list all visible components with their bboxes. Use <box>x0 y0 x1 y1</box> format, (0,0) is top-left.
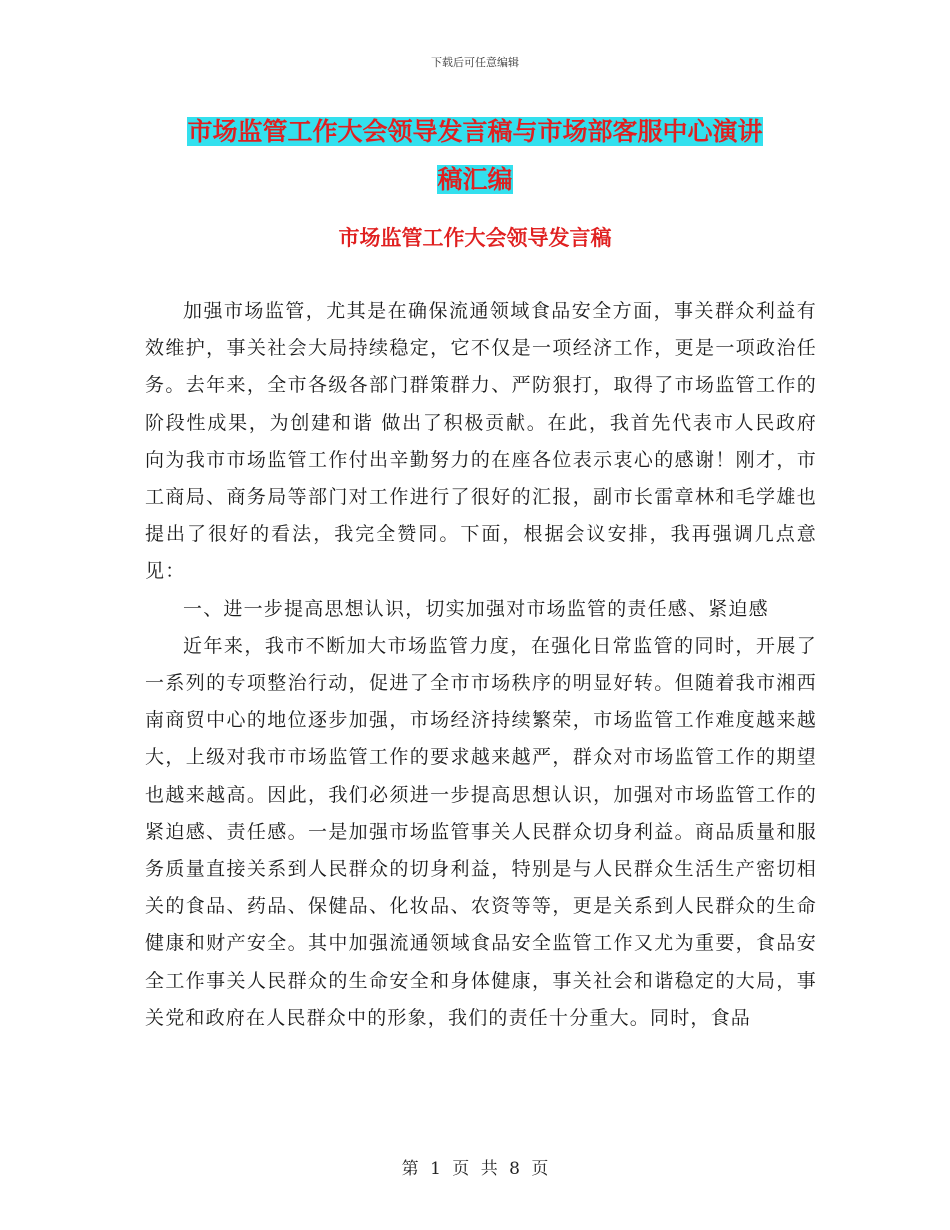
document-title-line1: 市场监管工作大会领导发言稿与市场部客服中心演讲 <box>187 117 763 146</box>
paragraph: 近年来，我市不断加大市场监管力度，在强化日常监管的同时，开展了一系列的专项整治行动，促进了全市市场秩序的明显好转。但随着我市湘西南商贸中心的地位逐步加强，市场经济持续繁荣，市场监管工作难度越来越大，上级对我市市场监管工作的要求越来越严，群众对市场监管工作的期望也越来越高。因此，我们必须进一步提高思想认识，加强对市场监管工作的紧迫感、责任感。一是加强市场监管事关人民群众切身利益。商品质量和服务质量直接关系到人民群众的切身利益，特别是与人民群众生活生产密切相关的食品、药品、保健品、化妆品、农资等等，更是关系到人民群众的生命健康和财产安全。其中加强流通领域食品安全监管工作又尤为重要，食品安全工作事关人民群众的生命安全和身体健康，事关社会和谐稳定的大局，事关党和政府在人民群众中的形象，我们的责任十分重大。同时，食品 <box>145 634 817 1029</box>
paragraph: 一、进一步提高思想认识，切实加强对市场监管的责任感、紧迫感 <box>183 597 769 620</box>
page-footer: 第 1 页 共 8 页 <box>401 1159 549 1179</box>
document-title <box>150 108 800 204</box>
body-text <box>145 293 817 1037</box>
document-title-line2: 稿汇编 <box>437 165 513 194</box>
paragraph: 加强市场监管，尤其是在确保流通领域食品安全方面，事关群众利益有效维护，事关社会大局持续稳定，它不仅是一项经济工作，更是一项政治任务。去年来，全市各级各部门群策群力、严防狠打，取得了市场监管工作的阶段性成果，为创建和谐 做出了积极贡献。在此，我首先代表市人民政府向为我市市场监管工作付出辛勤努力的在座各位表示衷心的感谢！刚才，市工商局、商务局等部门对工作进行了很好的汇报，副市长雷章林和毛学雄也提出了很好的看法，我完全赞同。下面，根据会议安排，我再强调几点意见： <box>145 300 817 583</box>
header-note: 下载后可任意编辑 <box>431 56 519 69</box>
section-title: 市场监管工作大会领导发言稿 <box>338 226 612 250</box>
